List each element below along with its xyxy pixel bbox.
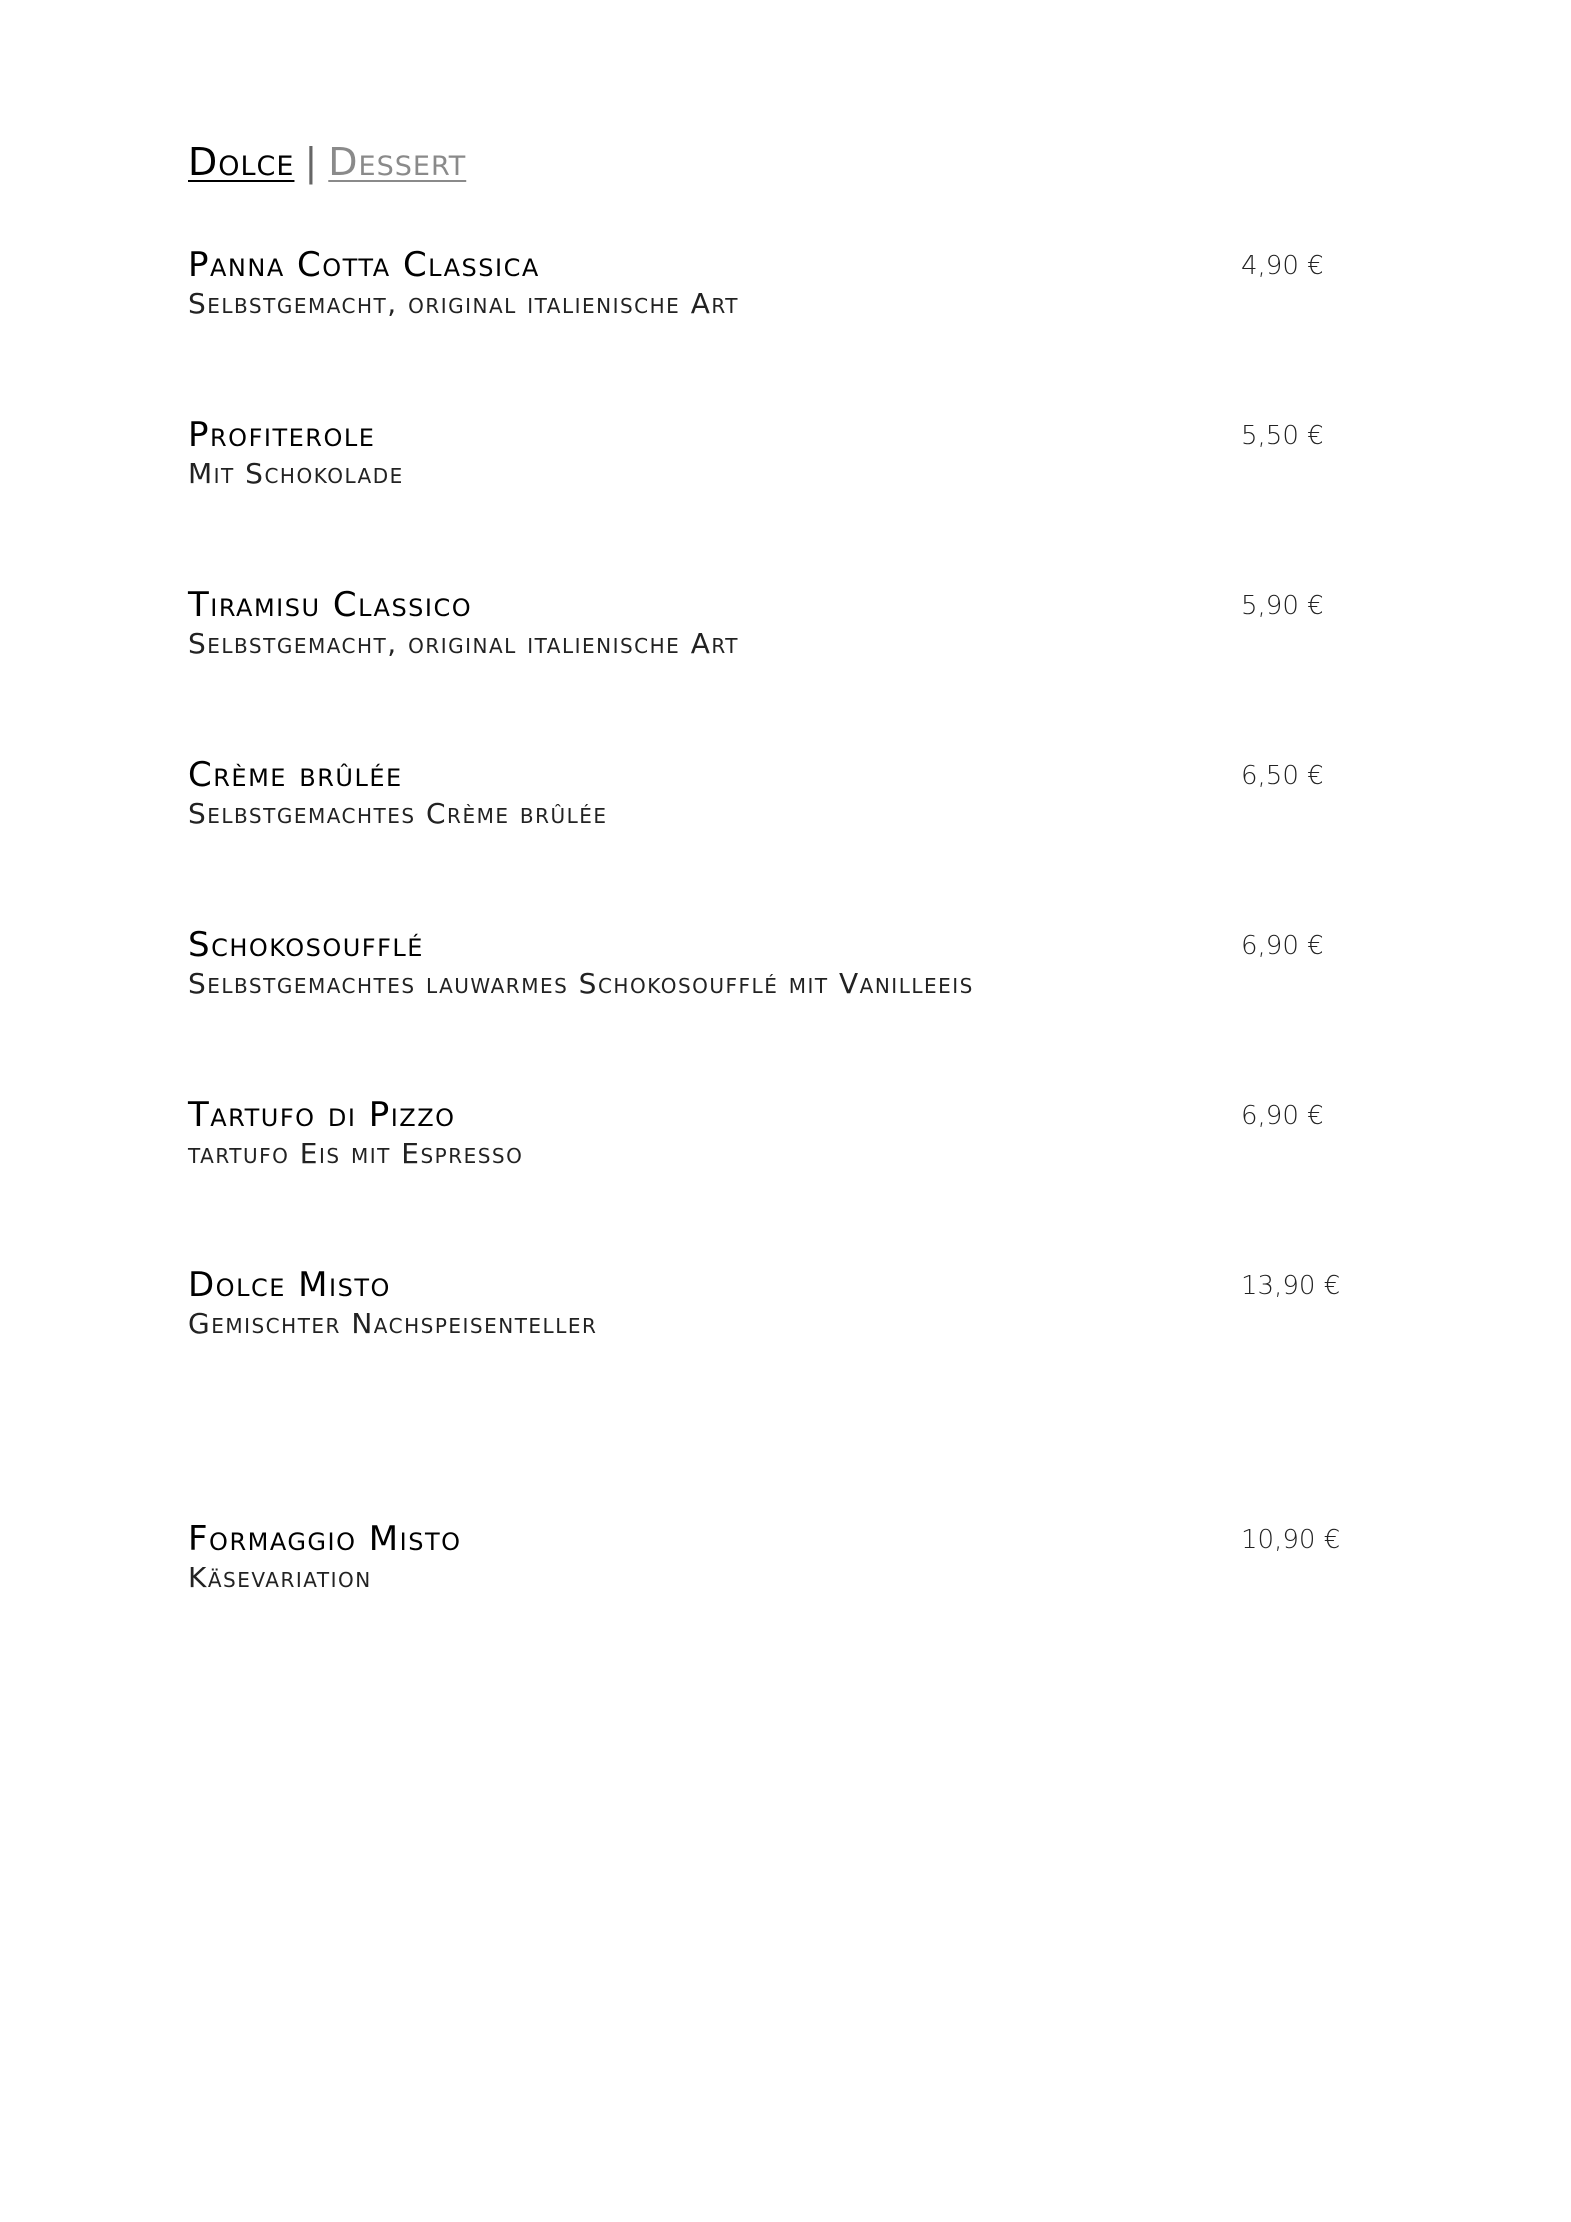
title-separator: | <box>304 140 319 184</box>
menu-item-panna-cotta <box>188 245 1348 325</box>
item-price: 6,50 € <box>1241 761 1324 791</box>
item-name: Tartufo di Pizzo <box>188 1095 456 1135</box>
item-description: Selbstgemachtes Crème brûlée <box>188 797 608 830</box>
menu-item-schokosouffle <box>188 925 1348 1005</box>
menu-item-profiterole <box>188 415 1348 495</box>
item-price: 4,90 € <box>1241 251 1324 281</box>
item-description: Selbstgemacht, original italienische Art <box>188 287 740 320</box>
item-price: 10,90 € <box>1241 1525 1341 1555</box>
item-description: tartufo Eis mit Espresso <box>188 1137 524 1170</box>
item-name: Tiramisu Classico <box>188 585 473 625</box>
item-description: Selbstgemacht, original italienische Art <box>188 627 740 660</box>
title-dessert: Dessert <box>328 140 467 184</box>
item-price: 5,90 € <box>1241 591 1324 621</box>
item-name: Formaggio Misto <box>188 1519 462 1559</box>
item-name: Dolce Misto <box>188 1265 391 1305</box>
item-name: Panna Cotta Classica <box>188 245 540 285</box>
item-price: 13,90 € <box>1241 1271 1341 1301</box>
item-price: 5,50 € <box>1241 421 1324 451</box>
item-name: Schokosoufflé <box>188 925 424 965</box>
menu-item-tiramisu <box>188 585 1348 665</box>
item-name: Profiterole <box>188 415 376 455</box>
menu-item-dolce-misto <box>188 1265 1348 1345</box>
item-description: Selbstgemachtes lauwarmes Schokosoufflé mit Vanilleeis <box>188 967 974 1000</box>
menu-item-tartufo <box>188 1095 1348 1175</box>
page-title <box>188 140 466 184</box>
item-price: 6,90 € <box>1241 1101 1324 1131</box>
item-description: Käsevariation <box>188 1561 372 1594</box>
menu-item-formaggio-misto <box>188 1519 1348 1599</box>
item-price: 6,90 € <box>1241 931 1324 961</box>
item-description: Mit Schokolade <box>188 457 404 490</box>
title-dolce: Dolce <box>188 140 295 184</box>
menu-item-creme-brulee <box>188 755 1348 835</box>
item-name: Crème brûlée <box>188 755 403 795</box>
item-description: Gemischter Nachspeisenteller <box>188 1307 598 1340</box>
